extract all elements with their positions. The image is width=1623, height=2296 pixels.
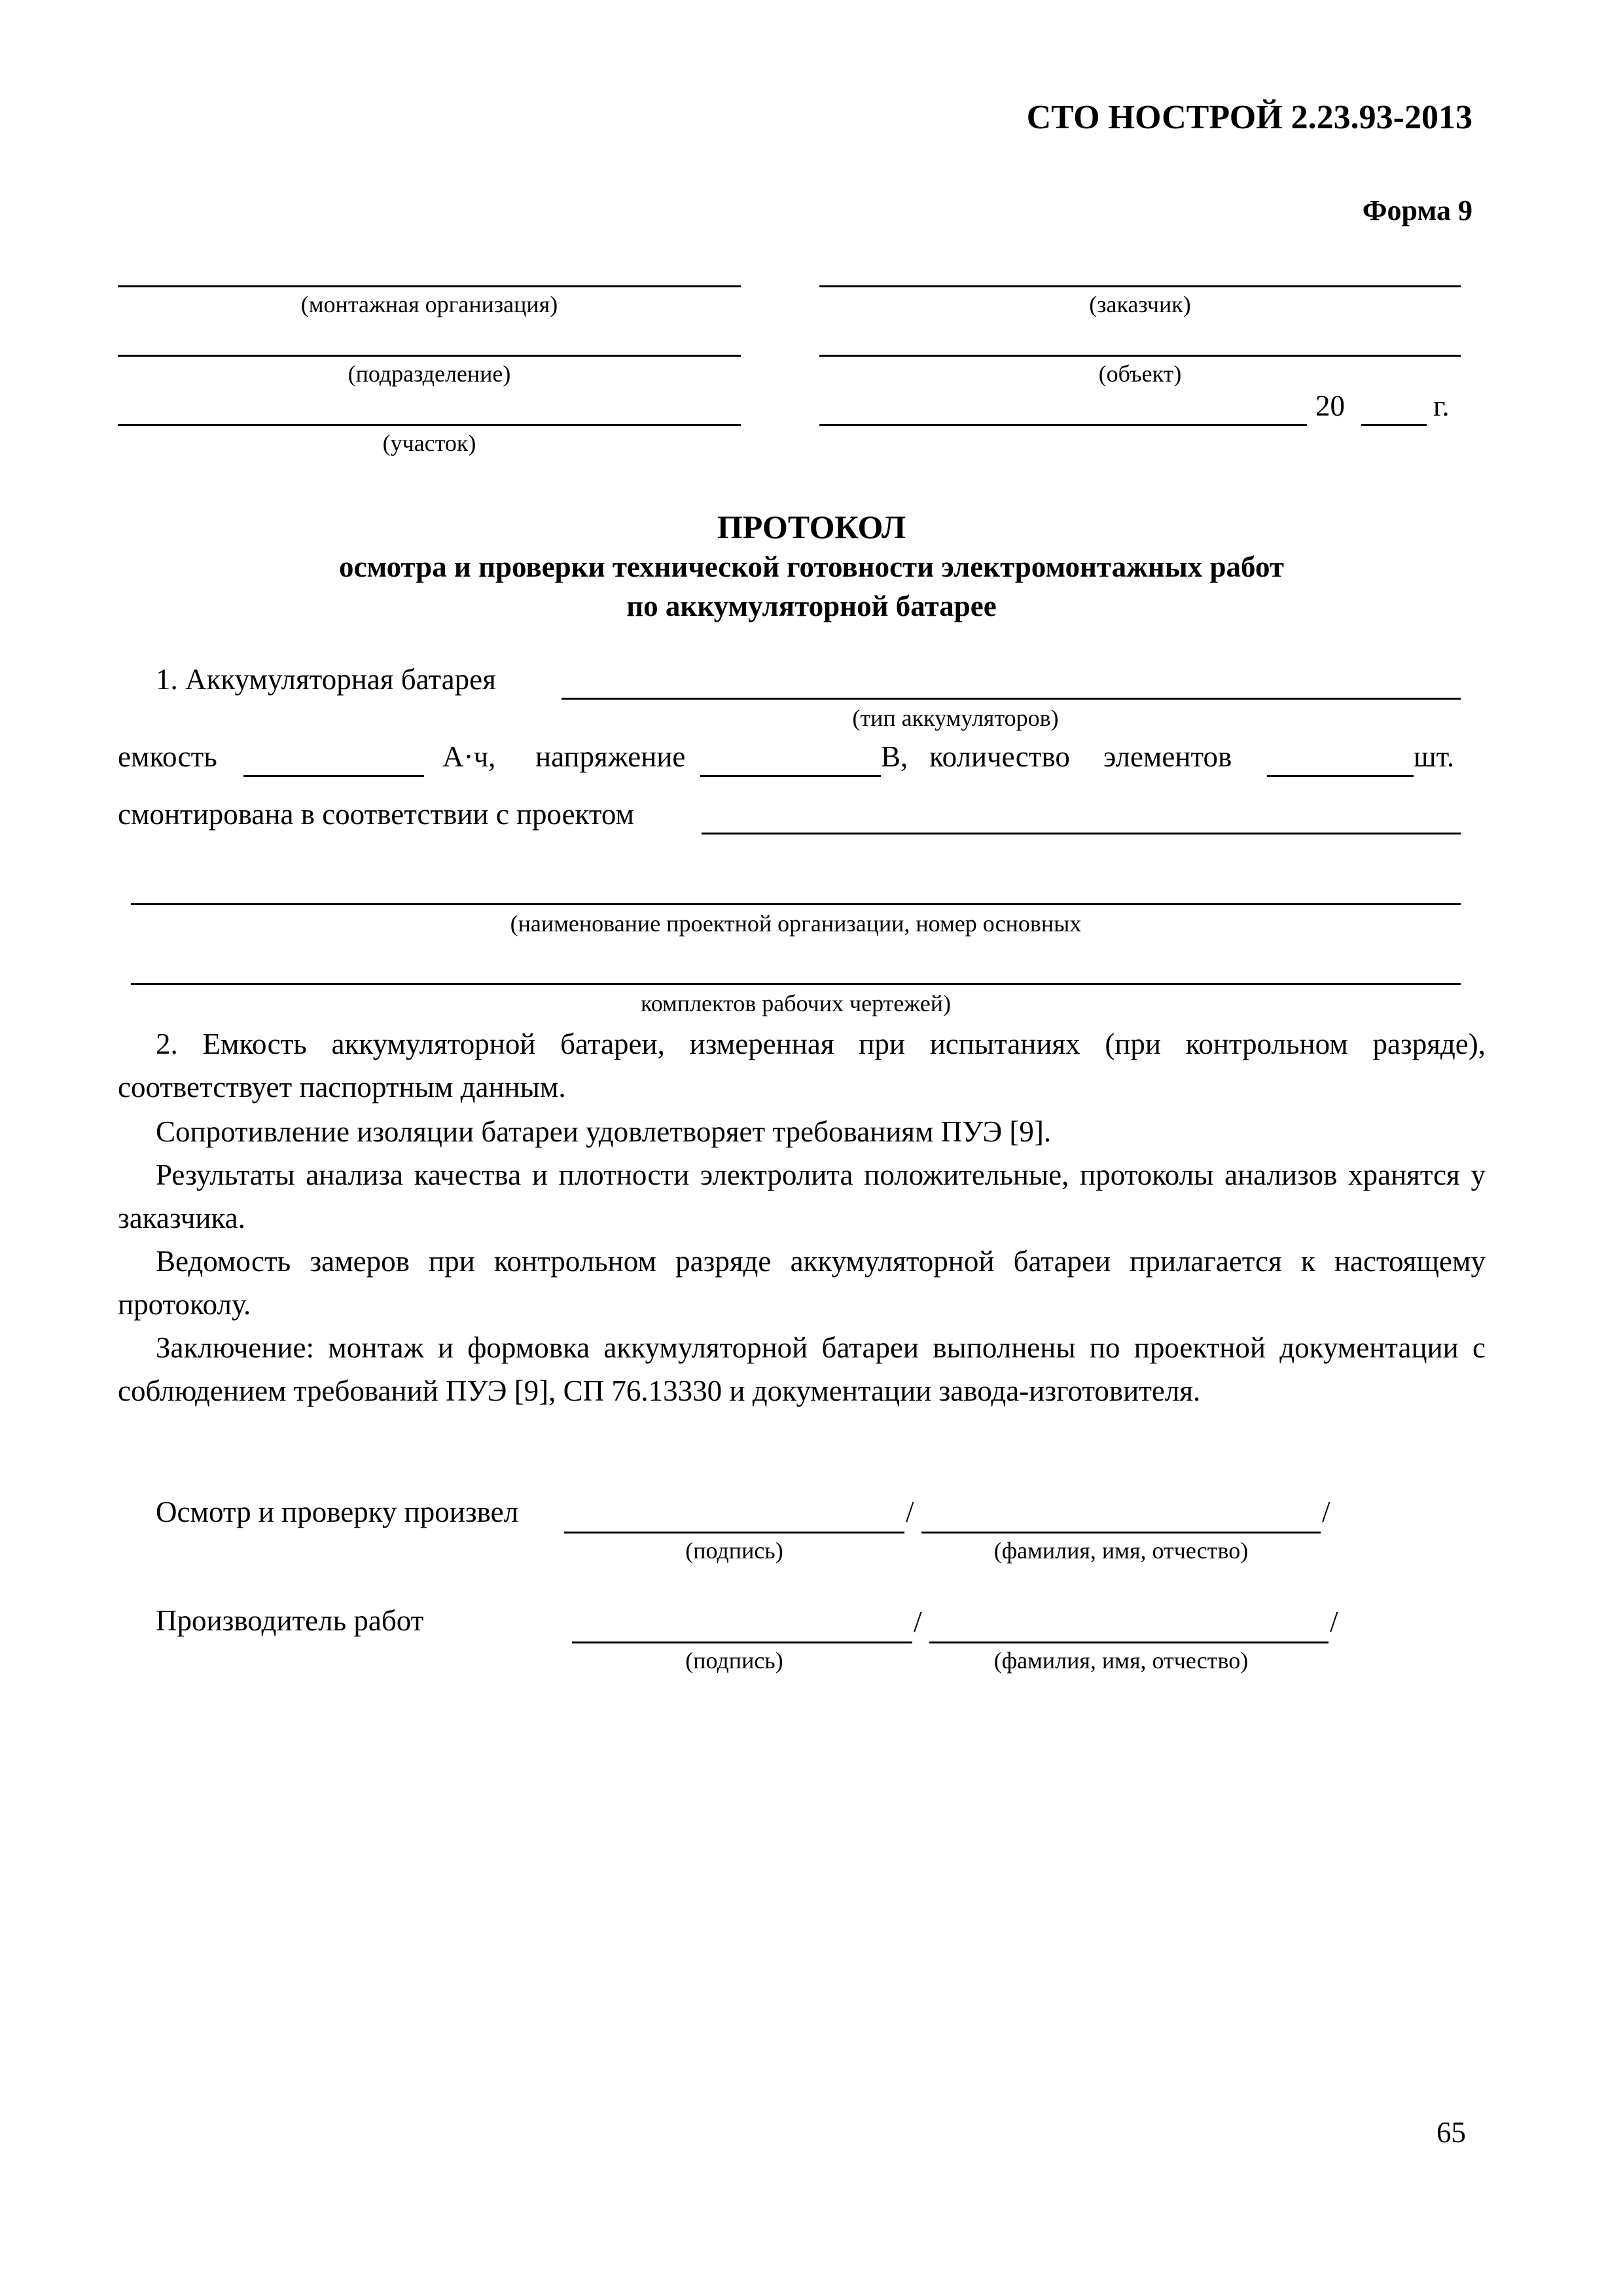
count-label-2: элементов bbox=[1103, 740, 1232, 773]
voltage-label: напряжение bbox=[535, 740, 686, 773]
date-line bbox=[819, 424, 1307, 426]
project-org-line bbox=[131, 903, 1461, 905]
subdivision-line bbox=[118, 355, 741, 357]
project-org-caption: (наименование проектной организации, номер основных bbox=[510, 910, 1082, 937]
form-label: Форма 9 bbox=[1362, 194, 1472, 226]
inspector-signature-line bbox=[564, 1532, 904, 1534]
battery-type-line bbox=[562, 698, 1461, 700]
producer-name-line bbox=[929, 1641, 1329, 1643]
customer-caption: (заказчик) bbox=[1089, 291, 1191, 317]
protocol-subtitle-line1: осмотра и проверки технической готовности электромонтажных работ bbox=[339, 550, 1284, 583]
battery-label: 1. Аккумуляторная батарея bbox=[156, 663, 496, 696]
date-year-suffix: г. bbox=[1433, 389, 1450, 422]
producer-label: Производитель работ bbox=[156, 1604, 424, 1637]
inspector-signature-caption: (подпись) bbox=[685, 1537, 783, 1564]
section-line bbox=[118, 424, 741, 426]
capacity-label: емкость bbox=[118, 740, 217, 773]
mounted-label: смонтирована в соответствии с проектом bbox=[118, 798, 635, 831]
count-unit: шт. bbox=[1414, 740, 1455, 773]
producer-signature-caption: (подпись) bbox=[685, 1647, 783, 1674]
count-label: количество bbox=[929, 740, 1070, 773]
battery-type-caption: (тип аккумуляторов) bbox=[852, 705, 1059, 731]
paragraph-capacity: 2. Емкость аккумуляторной батареи, измеренная при испытаниях (при контрольном разряде), соответствует паспортным данным. bbox=[118, 1028, 1486, 1103]
date-year-line bbox=[1361, 424, 1427, 426]
mounting-org-caption: (монтажная организация) bbox=[300, 291, 558, 317]
capacity-line bbox=[243, 775, 424, 777]
inspector-slash-1: / bbox=[906, 1496, 914, 1528]
paragraph-measurements: Ведомость замеров при контрольном разряде аккумуляторной батареи прилагается к настоящему протоколу. bbox=[118, 1245, 1486, 1321]
object-line bbox=[819, 355, 1461, 357]
voltage-unit: В, bbox=[881, 740, 908, 773]
paragraph-electrolyte: Результаты анализа качества и плотности электролита положительные, протоколы анализов хранятся у заказчика. bbox=[118, 1158, 1486, 1234]
page-number: 65 bbox=[1436, 2116, 1466, 2149]
project-drawings-line bbox=[131, 983, 1461, 985]
section-caption: (участок) bbox=[382, 430, 476, 456]
inspector-name-line bbox=[921, 1532, 1321, 1534]
customer-line bbox=[819, 285, 1461, 287]
mounted-project-line bbox=[702, 833, 1461, 834]
document-code: СТО НОСТРОЙ 2.23.93-2013 bbox=[1026, 99, 1472, 136]
capacity-unit: А·ч, bbox=[442, 740, 496, 773]
date-year-prefix: 20 bbox=[1315, 389, 1345, 422]
count-line bbox=[1267, 775, 1414, 777]
project-drawings-caption: комплектов рабочих чертежей) bbox=[641, 990, 951, 1016]
producer-slash-2: / bbox=[1330, 1605, 1338, 1638]
inspector-name-caption: (фамилия, имя, отчество) bbox=[993, 1537, 1249, 1564]
producer-signature-line bbox=[572, 1641, 912, 1643]
object-caption: (объект) bbox=[1098, 361, 1182, 387]
inspector-slash-2: / bbox=[1322, 1496, 1330, 1528]
paragraph-insulation: Сопротивление изоляции батареи удовлетворяет требованиям ПУЭ [9]. bbox=[156, 1115, 1052, 1148]
producer-name-caption: (фамилия, имя, отчество) bbox=[993, 1647, 1249, 1674]
producer-slash-1: / bbox=[914, 1605, 922, 1638]
voltage-line bbox=[700, 775, 881, 777]
protocol-subtitle-line2: по аккумуляторной батарее bbox=[626, 590, 997, 622]
protocol-title: ПРОТОКОЛ bbox=[717, 509, 906, 545]
subdivision-caption: (подразделение) bbox=[348, 361, 511, 387]
mounting-org-line bbox=[118, 285, 741, 287]
paragraph-conclusion: Заключение: монтаж и формовка аккумуляторной батареи выполнены по проектной документации с соблюдением требований ПУЭ [9], СП 76.13330 и документации завода-изготовителя. bbox=[118, 1331, 1486, 1407]
inspector-label: Осмотр и проверку произвел bbox=[156, 1496, 519, 1528]
